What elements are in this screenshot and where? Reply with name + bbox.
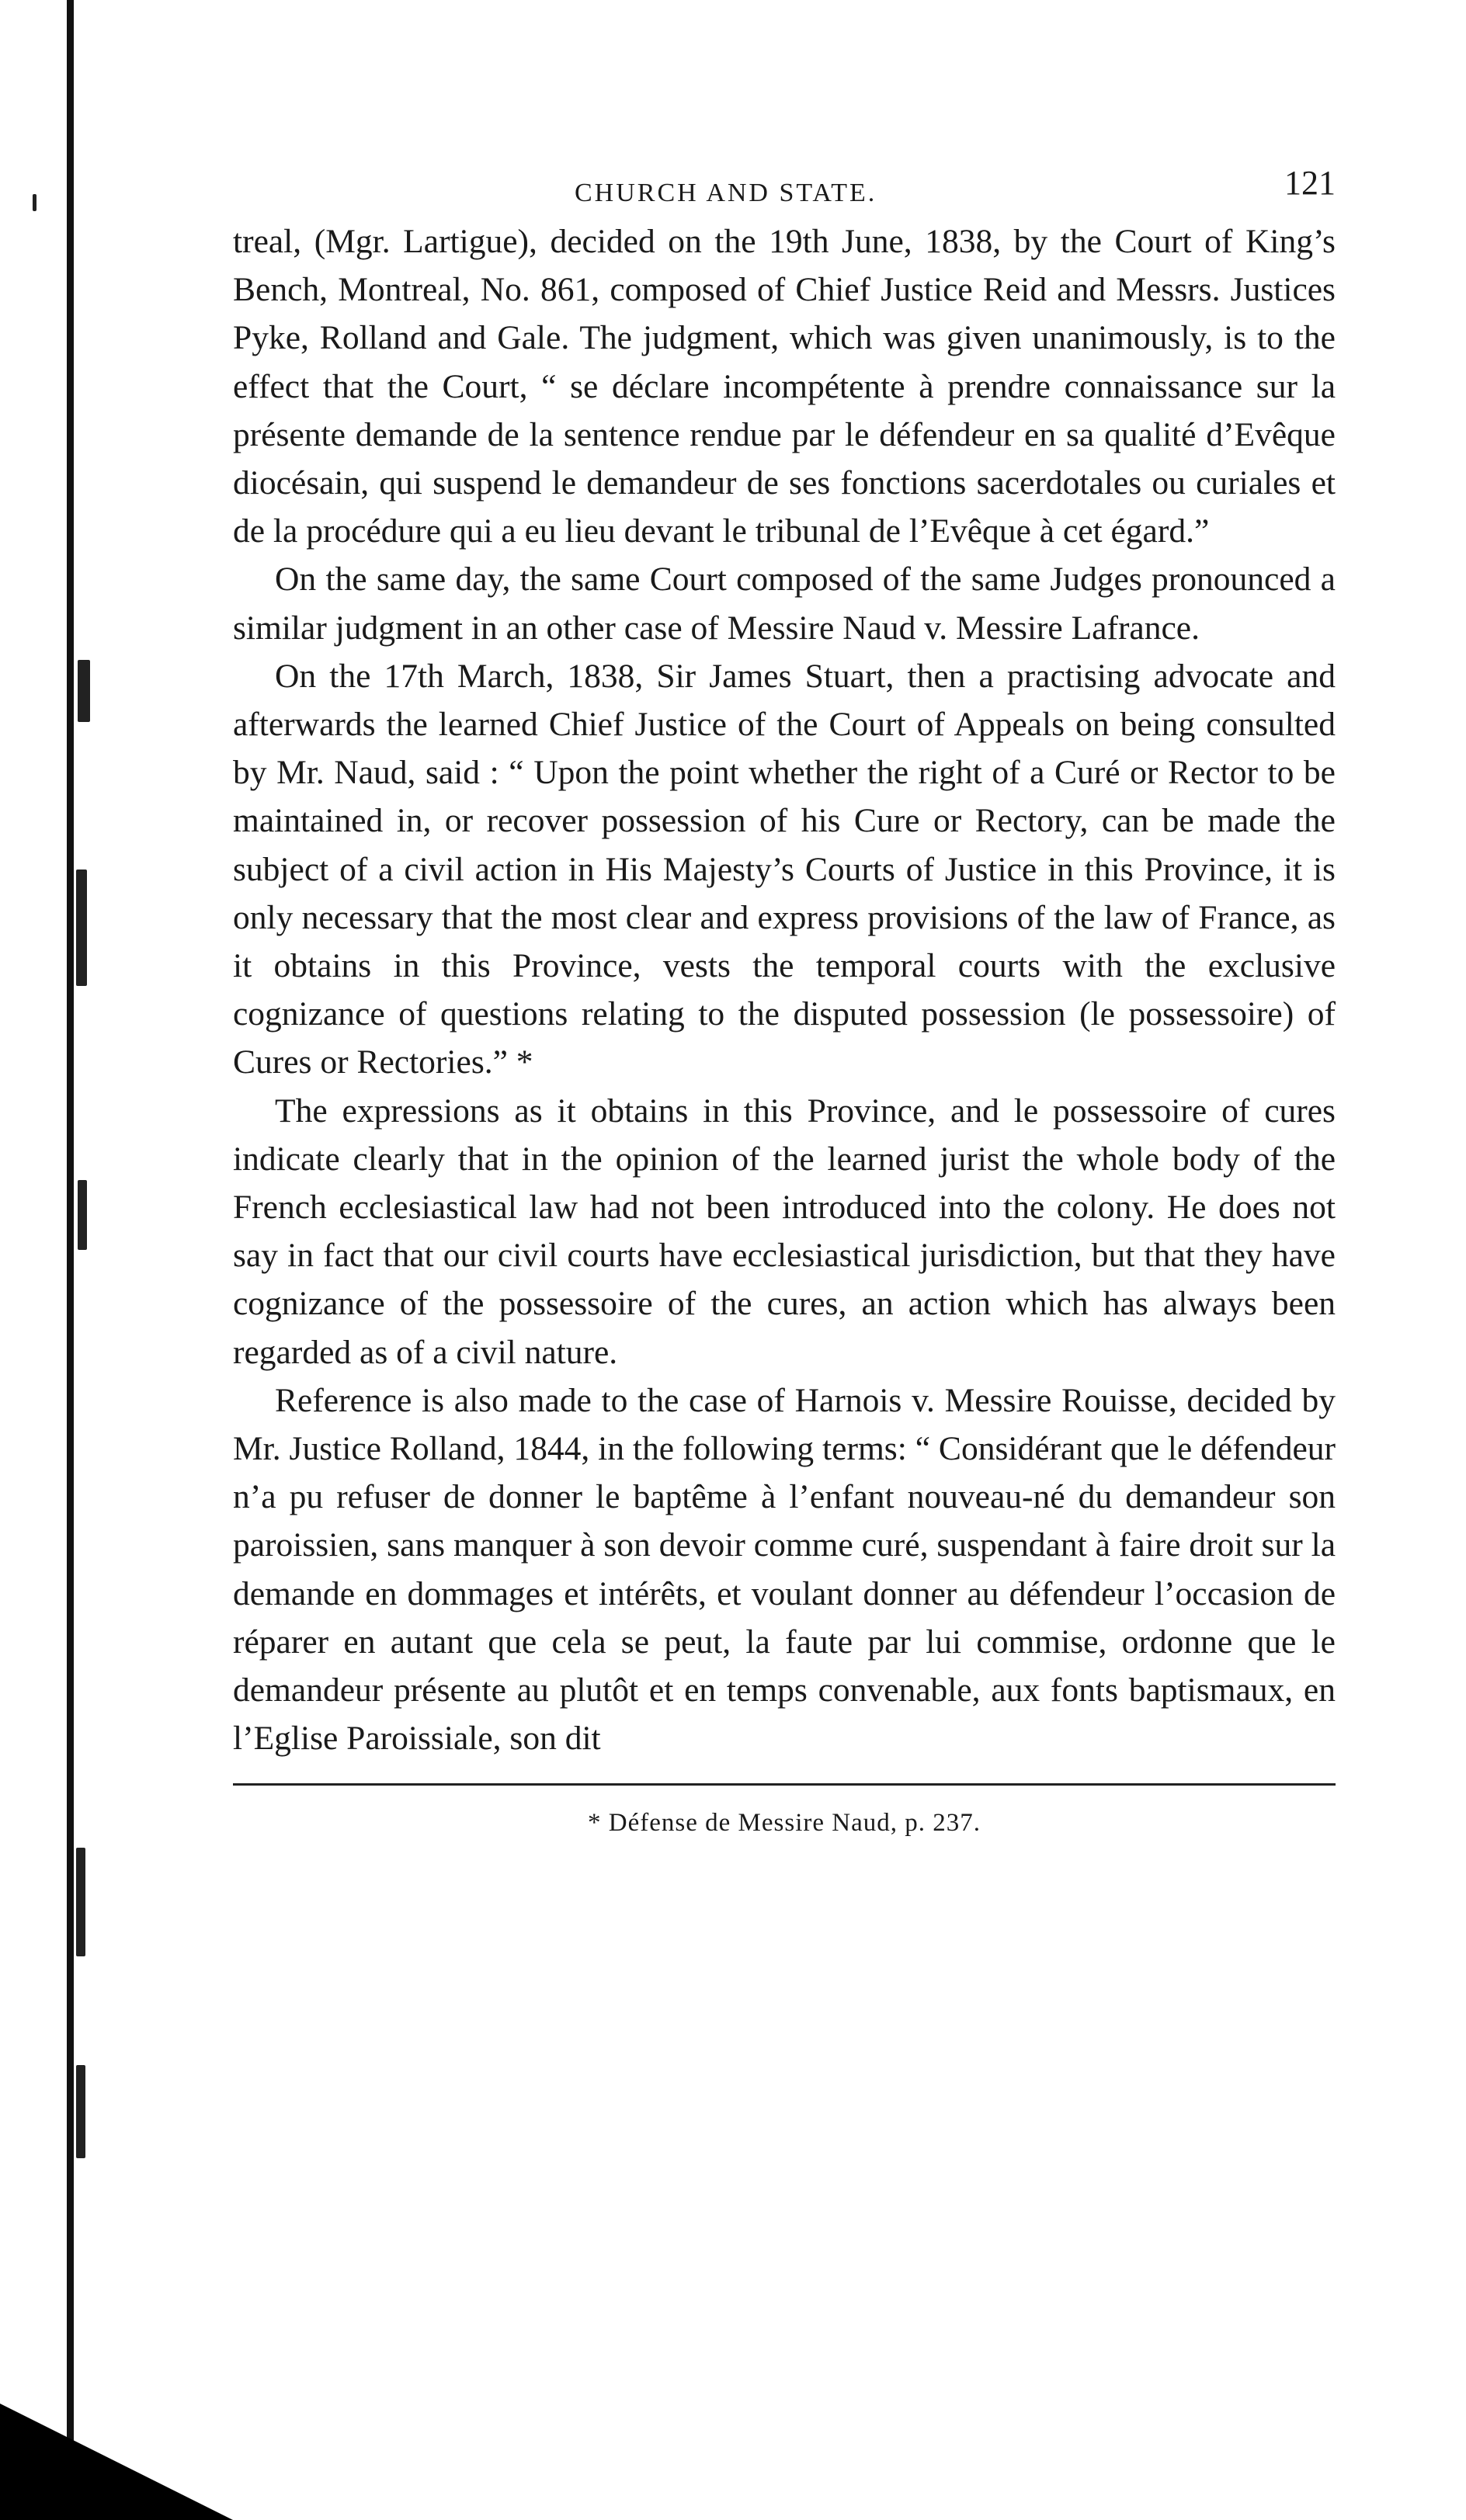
scan-mark bbox=[78, 1180, 87, 1250]
paragraph: On the same day, the same Court composed of the same Judges pronounced a similar judgment in an other case of Messire Naud v. Messire Lafrance. bbox=[233, 561, 1336, 647]
paragraph: On the 17th March, 1838, Sir James Stuart, then a practising advocate and afterwards the learned Chief Justice of the Court of Appeals on being consulted by Mr. Naud, said : “ Upon the point whether the right of a Curé or Rector to be maintained in, or recover possession of his Cure or Rectory, can be made the subject of a civil action in His Majesty’s Courts of Justice in this Province, it is only necessary that the most clear and express provisions of the law of France, as it obtains in this Province, vests the temporal courts with the exclusive cognizance of questions relating to the disputed possession (le possessoire) of Cures or Rectories.” * bbox=[233, 657, 1336, 1081]
page-corner-shadow bbox=[0, 2404, 233, 2520]
running-title: CHURCH AND STATE. bbox=[575, 179, 877, 207]
scan-mark bbox=[78, 660, 90, 722]
scan-mark bbox=[33, 194, 36, 211]
paragraph: Reference is also made to the case of Harnois v. Messire Rouisse, decided by Mr. Justice Rolland, 1844, in the following terms: “ Considérant que le défendeur n’a pu refuser de donner le baptême à l’enfant nouveau-né du demandeur son paroissien, sans manquer à son devoir comme curé, suspendant à faire droit sur la demande en dommages et intérêts, et voulant donner au défendeur l’occasion de réparer en autant que cela se peut, la faute par lui commise, ordonne que le demandeur présente au plutôt et en temps convenable, aux fonts baptismaux, en l’Eglise Paroissiale, son dit bbox=[233, 1381, 1336, 1758]
footnote: * Défense de Messire Naud, p. 237. bbox=[588, 1808, 981, 1837]
scan-mark bbox=[76, 1848, 85, 1956]
page-number: 121 bbox=[1284, 164, 1336, 202]
running-head bbox=[233, 155, 1336, 217]
footnote-rule bbox=[233, 1783, 1336, 1786]
scan-mark bbox=[76, 870, 87, 986]
body-text bbox=[233, 217, 1336, 1763]
paragraph: treal, (Mgr. Lartigue), decided on the 19th June, 1838, by the Court of King’s Bench, Montreal, No. 861, composed of Chief Justice Reid and Messrs. Justices Pyke, Rolland and Gale. The judgment, which was given unanimously, is to the effect that the Court, “ se déclare incompétente à prendre connaissance sur la présente demande de la sentence rendue par le défendeur en sa qualité d’Evêque diocésain, qui suspend le demandeur de ses fonctions sacerdotales ou curiales et de la procédure qui a eu lieu devant le tribunal de l’Evêque à cet égard.” bbox=[233, 223, 1336, 550]
paragraph: The expressions as it obtains in this Province, and le possessoire of cures indicate clearly that in the opinion of the learned jurist the whole body of the French ecclesiastical law had not been introduced into the colony. He does not say in fact that our civil courts have ecclesiastical jurisdiction, but that they have cognizance of the possessoire of the cures, an action which has always been regarded as of a civil nature. bbox=[233, 1092, 1336, 1371]
book-page bbox=[233, 155, 1336, 1838]
binding-edge-line bbox=[67, 0, 74, 2520]
scan-mark bbox=[76, 2065, 85, 2158]
